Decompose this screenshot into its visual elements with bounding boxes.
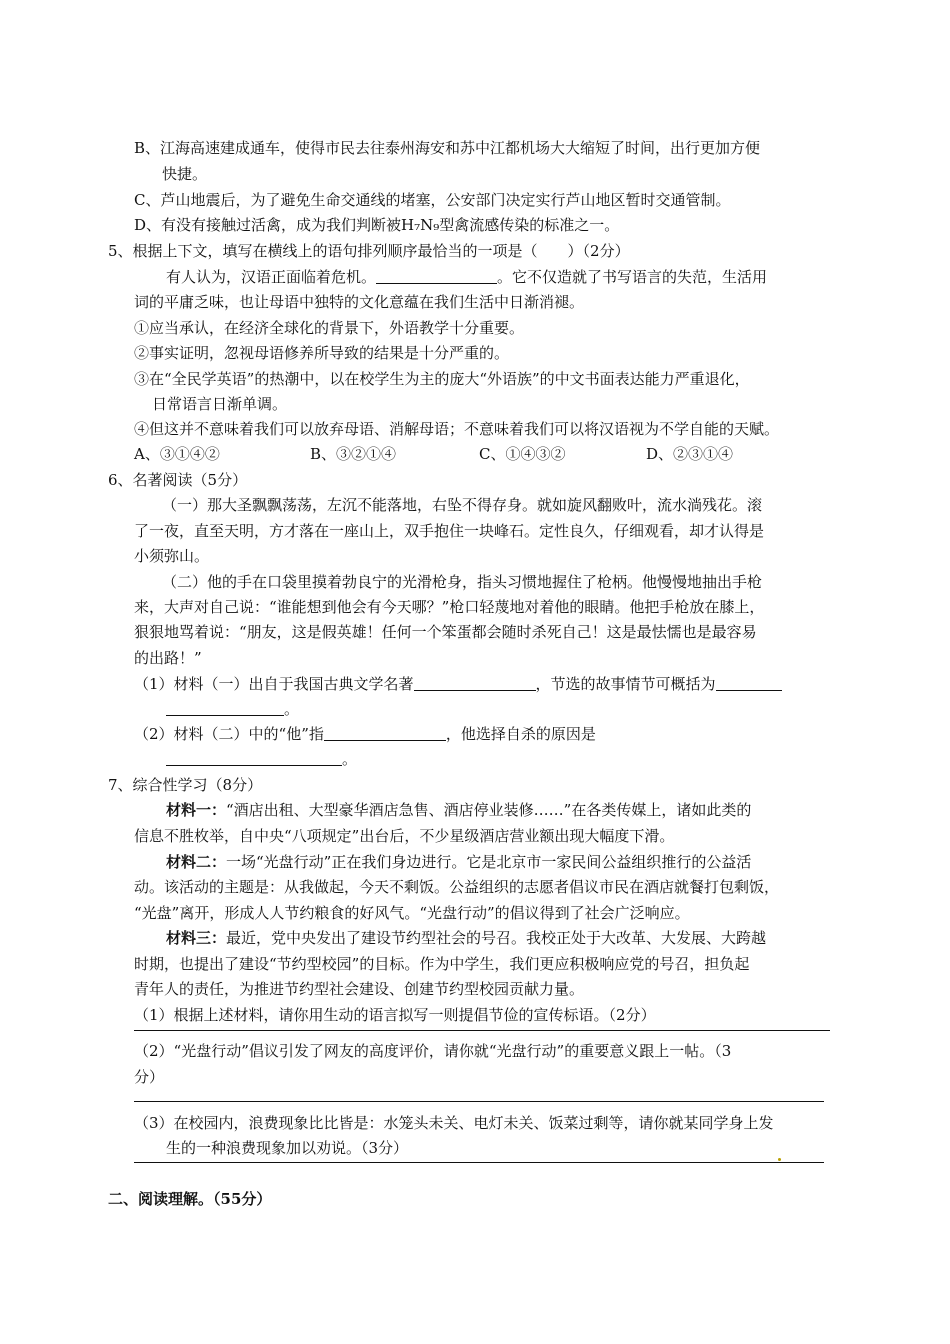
q7-material1-line1 [166,799,751,821]
q6-material2-line2: 来，大声对自己说：“谁能想到他会有今天哪？”枪口轻蔑地对着他的眼睛。他把手枪放在膝上， [134,598,765,616]
q7-material2-line2: 动。该活动的主题是：从我做起，今天不剩饭。公益组织的志愿者倡议市民在酒店就餐打包剩饭， [134,878,780,896]
q5-passage-start: 有人认为，汉语正面临着危机。 [166,268,377,286]
q7-material3-text: 最近，党中央发出了建设节约型社会的号召。我校正处于大改革、大发展、大跨越 [226,929,767,947]
q7-subquestion-3-line1: （3）在校园内，浪费现象比比皆是：水笼头未关、电灯未关、饭菜过剩等，请你就某同学身上发 [134,1114,774,1132]
q7-material2-label: 材料二： [166,853,227,871]
q7-subquestion-3-line2: 生的一种浪费现象加以劝说。（3分） [166,1139,409,1157]
q7-material1-line2: 信息不胜枚举，自中央“八项规定”出台后，不少星级酒店营业额出现大幅度下滑。 [134,827,675,845]
q7-material1-label: 材料一： [166,801,227,819]
q7-subquestion-2-line1: （2）“光盘行动”倡议引发了网友的高度评价，请你就“光盘行动”的重要意义跟上一帖。（3 [134,1042,732,1060]
q6-sq1-continuation [166,698,299,720]
q5-option-a[interactable]: A、③①④② [134,445,220,463]
q7-material2-text: 一场“光盘行动”正在我们身边进行。它是北京市一家民间公益组织推行的公益活 [226,853,752,871]
q6-subquestion-2 [134,723,596,745]
q5-passage-line1 [166,266,767,288]
stray-mark [778,1158,781,1161]
q7-material3-line2: 时期，也提出了建设“节约型校园”的目标。作为中学生，我们更应积极响应党的号召，担负起 [134,955,750,973]
q6-material2-line4: 的出路！” [134,649,202,667]
q6-sq1-end: 。 [284,700,300,718]
option-d: D、有没有接触过活禽，成为我们判断被H₇N₉型禽流感传染的标准之一。 [134,216,620,234]
q5-sentence-2: ②事实证明，忽视母语修养所导致的结果是十分严重的。 [134,344,510,362]
q6-sq1-prompt-2: ，节选的故事情节可概括为 [535,675,716,693]
q6-sq1-book-blank[interactable] [414,674,536,691]
q6-sq2-prompt-2: ，他选择自杀的原因是 [445,725,596,743]
q7-material3-label: 材料三： [166,929,227,947]
q7-material2-line3: “光盘”离开，形成人人节约粮食的好风气。“光盘行动”的倡议得到了社会广泛响应。 [134,904,690,922]
q5-passage-line2: 词的平庸乏味，也让母语中独特的文化意蕴在我们生活中日渐消褪。 [134,293,585,311]
section-2-heading [108,1188,271,1210]
option-c: C、芦山地震后，为了避免生命交通线的堵塞，公安部门决定实行芦山地区暂时交通管制。 [134,191,731,209]
option-b-line1: B、江海高速建成通车，使得市民去往泰州海安和苏中江都机场大大缩短了时间，出行更加方便 [134,139,761,157]
option-b-line2: 快捷。 [162,165,208,183]
q5-answer-blank[interactable] [376,267,497,284]
question-7-title: 7、综合性学习（8分） [108,776,263,794]
q6-sq1-plot-blank[interactable] [716,674,782,691]
q7-material3-line3: 青年人的责任，为推进节约型社会建设、创建节约型校园贡献力量。 [134,980,585,998]
q5-sentence-1: ①应当承认，在经济全球化的背景下，外语教学十分重要。 [134,319,525,337]
q5-option-b[interactable]: B、③②①④ [310,445,397,463]
q7-subquestion-2-line2: 分） [134,1068,165,1086]
q7-sq3-answer-line[interactable] [134,1162,824,1163]
q6-sq1-prompt: （1）材料（一）出自于我国古典文学名著 [134,675,414,693]
q6-subquestion-1 [134,673,782,695]
q5-sentence-3-line1: ③在“全民学英语”的热潮中，以在校学生为主的庞大“外语族”的中文书面表达能力严重退化， [134,370,750,388]
q6-material2-line3: 狠狠地骂着说：“朋友，这是假英雄！任何一个笨蛋都会随时杀死自己！这是最怯懦也是最容易 [134,623,757,641]
q5-option-d[interactable]: D、②③①④ [646,445,734,463]
q5-sentence-3-line2: 日常语言日渐单调。 [152,395,288,413]
q6-sq2-end: 。 [342,750,358,768]
q6-sq2-prompt: （2）材料（二）中的“他”指 [134,725,324,743]
q6-sq1-plot-blank-cont[interactable] [166,699,284,716]
q7-material3-line1 [166,927,766,949]
q5-passage-end: 。它不仅造就了书写语言的失范，生活用 [497,268,768,286]
q5-sentence-4: ④但这并不意味着我们可以放弃母语、消解母语；不意味着我们可以将汉语视为不学自能的天赋。 [134,420,780,438]
q7-material2-line1 [166,851,751,873]
q5-option-c[interactable]: C、①④③② [479,445,566,463]
question-5-title: 5、根据上下文，填写在横线上的语句排列顺序最恰当的一项是（ ）（2分） [108,242,630,260]
q7-material1-text: “酒店出租、大型豪华酒店急售、酒店停业装修……”在各类传媒上，诸如此类的 [226,801,752,819]
q6-sq2-reason-blank[interactable] [166,749,342,766]
q6-material1-line3: 小须弥山。 [134,547,210,565]
q6-material1-line2: 了一夜，直至天明，方才落在一座山上，双手抱住一块峰石。定性良久，仔细观看，却才认得是 [134,522,765,540]
q7-sq1-answer-line[interactable] [134,1030,830,1031]
q6-sq2-person-blank[interactable] [324,724,446,741]
question-6-title: 6、名著阅读（5分） [108,471,248,489]
q6-material2-line1: （二）他的手在口袋里摸着勃良宁的光滑枪身，指头习惯地握住了枪柄。他慢慢地抽出手枪 [162,573,763,591]
q7-subquestion-1: （1）根据上述材料，请你用生动的语言拟写一则提倡节俭的宣传标语。（2分） [134,1006,656,1024]
q6-material1-line1: （一）那大圣飘飘荡荡，左沉不能落地，右坠不得存身。就如旋风翻败叶，流水淌残花。滚 [162,496,763,514]
q6-sq2-continuation [166,748,357,770]
section-2-title: 二、阅读理解。（55分） [108,1190,272,1208]
q7-sq2-answer-line[interactable] [134,1101,824,1102]
